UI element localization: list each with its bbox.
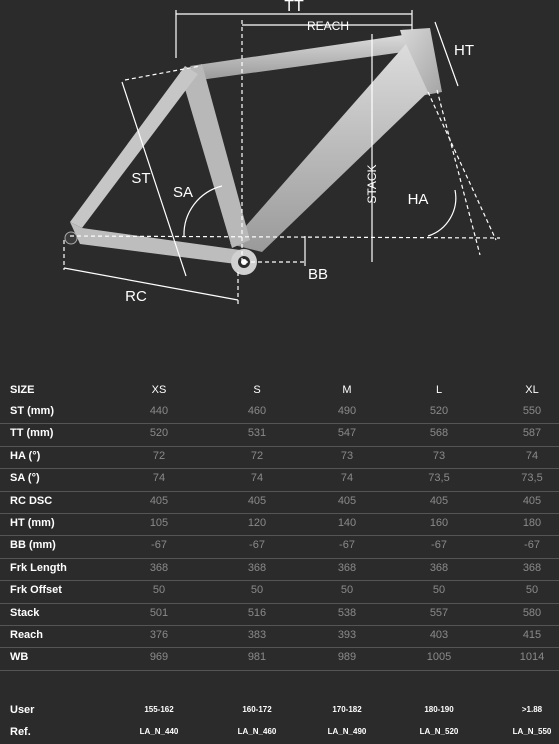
size-m: M [342,384,352,396]
table-cell: 50 [432,584,446,597]
table-cell: 105 [149,516,169,529]
table-cell: 368 [429,561,449,574]
table-cell: 74 [525,449,539,462]
table-cell: -67 [431,539,447,552]
table-cell: 981 [247,651,267,664]
sa-label: SA [172,184,194,201]
table-cell: 403 [429,628,449,641]
table-cell: LA_N_550 [512,727,552,736]
size-xl: XL [525,384,539,396]
table-header-row [0,378,559,402]
table-row [0,581,559,603]
table-cell: 170-182 [332,705,362,714]
table-cell: 460 [247,405,267,417]
row-label: HA (°) [10,449,41,462]
table-cell: 490 [337,405,357,417]
bb-label: BB [307,266,329,283]
row-label: SA (°) [10,472,40,485]
table-cell: 580 [522,606,542,619]
table-cell: 557 [429,606,449,619]
table-cell: 405 [337,494,357,507]
row-label: Reach [10,628,44,641]
table-cell: >1.88 [521,705,543,714]
table-cell: 405 [247,494,267,507]
table-cell: 383 [247,628,267,641]
table-cell: 73 [432,449,446,462]
table-cell: 568 [429,427,449,440]
table-row [0,648,559,670]
table-cell: 587 [522,427,542,440]
table-row [0,626,559,648]
table-cell: 160 [429,516,449,529]
table-row [0,469,559,491]
size-header: SIZE [10,384,35,396]
table-cell: 531 [247,427,267,440]
row-label: BB (mm) [10,539,56,552]
row-label: ST (mm) [10,405,54,417]
sizing-info [0,700,559,744]
table-cell: -67 [524,539,540,552]
table-cell: 969 [149,651,169,664]
table-row [0,492,559,514]
table-cell: 73,5 [428,472,450,485]
table-row [0,447,559,469]
table-cell: 520 [429,405,449,417]
table-cell: 547 [337,427,357,440]
table-cell: 415 [522,628,542,641]
size-s: S [253,384,261,396]
row-label: Stack [10,606,40,619]
table-cell: 180-190 [424,705,454,714]
table-row [0,536,559,558]
table-cell: 73 [340,449,354,462]
table-cell: 368 [149,561,169,574]
table-cell: 520 [149,427,169,440]
table-cell: 180 [522,516,542,529]
table-cell: 368 [337,561,357,574]
table-cell: 501 [149,606,169,619]
rc-label: RC [125,288,147,305]
table-body [0,402,559,671]
table-cell: 72 [250,449,264,462]
table-cell: 72 [152,449,166,462]
table-cell: 74 [152,472,166,485]
row-label: TT (mm) [10,427,54,440]
table-row [0,424,559,446]
table-cell: 550 [522,405,542,417]
table-cell: 1005 [426,651,452,664]
table-cell: LA_N_520 [419,727,459,736]
table-cell: 368 [522,561,542,574]
ha-label: HA [407,191,429,208]
user-label: User [10,704,35,716]
table-cell: 516 [247,606,267,619]
table-cell: 989 [337,651,357,664]
row-label: HT (mm) [10,516,55,529]
ref-label: Ref. [10,726,31,738]
row-label: WB [10,651,29,664]
table-cell: LA_N_460 [237,727,277,736]
table-cell: 50 [250,584,264,597]
stack-label: STACK [365,164,379,204]
row-label: RC DSC [10,494,53,507]
table-cell: 160-172 [242,705,272,714]
table-cell: 376 [149,628,169,641]
table-cell: 50 [525,584,539,597]
table-cell: 50 [152,584,166,597]
table-cell: -67 [339,539,355,552]
table-cell: 440 [149,405,169,417]
row-label: Frk Offset [10,584,62,597]
table-cell: 73,5 [521,472,543,485]
ht-label: HT [454,42,474,59]
table-cell: 405 [149,494,169,507]
geometry-table [0,378,559,671]
table-cell: 50 [340,584,354,597]
table-cell: -67 [249,539,265,552]
table-cell: 155-162 [144,705,174,714]
user-row [0,700,559,722]
table-row [0,402,559,424]
table-cell: 405 [429,494,449,507]
ref-row [0,722,559,744]
st-label: ST [131,170,151,187]
table-cell: LA_N_490 [327,727,367,736]
table-cell: 1014 [519,651,545,664]
table-cell: 74 [250,472,264,485]
table-cell: 368 [247,561,267,574]
table-cell: 405 [522,494,542,507]
table-cell: -67 [151,539,167,552]
table-row [0,514,559,536]
size-xs: XS [151,384,167,396]
table-cell: 120 [247,516,267,529]
size-l: L [435,384,443,396]
table-row [0,559,559,581]
table-cell: LA_N_440 [139,727,179,736]
row-label: Frk Length [10,561,67,574]
frame-geometry-diagram [0,0,559,320]
table-cell: 538 [337,606,357,619]
table-cell: 393 [337,628,357,641]
table-cell: 74 [340,472,354,485]
table-cell: 140 [337,516,357,529]
reach-label: REACH [306,19,350,33]
table-row [0,604,559,626]
tt-label: TT [284,0,304,15]
